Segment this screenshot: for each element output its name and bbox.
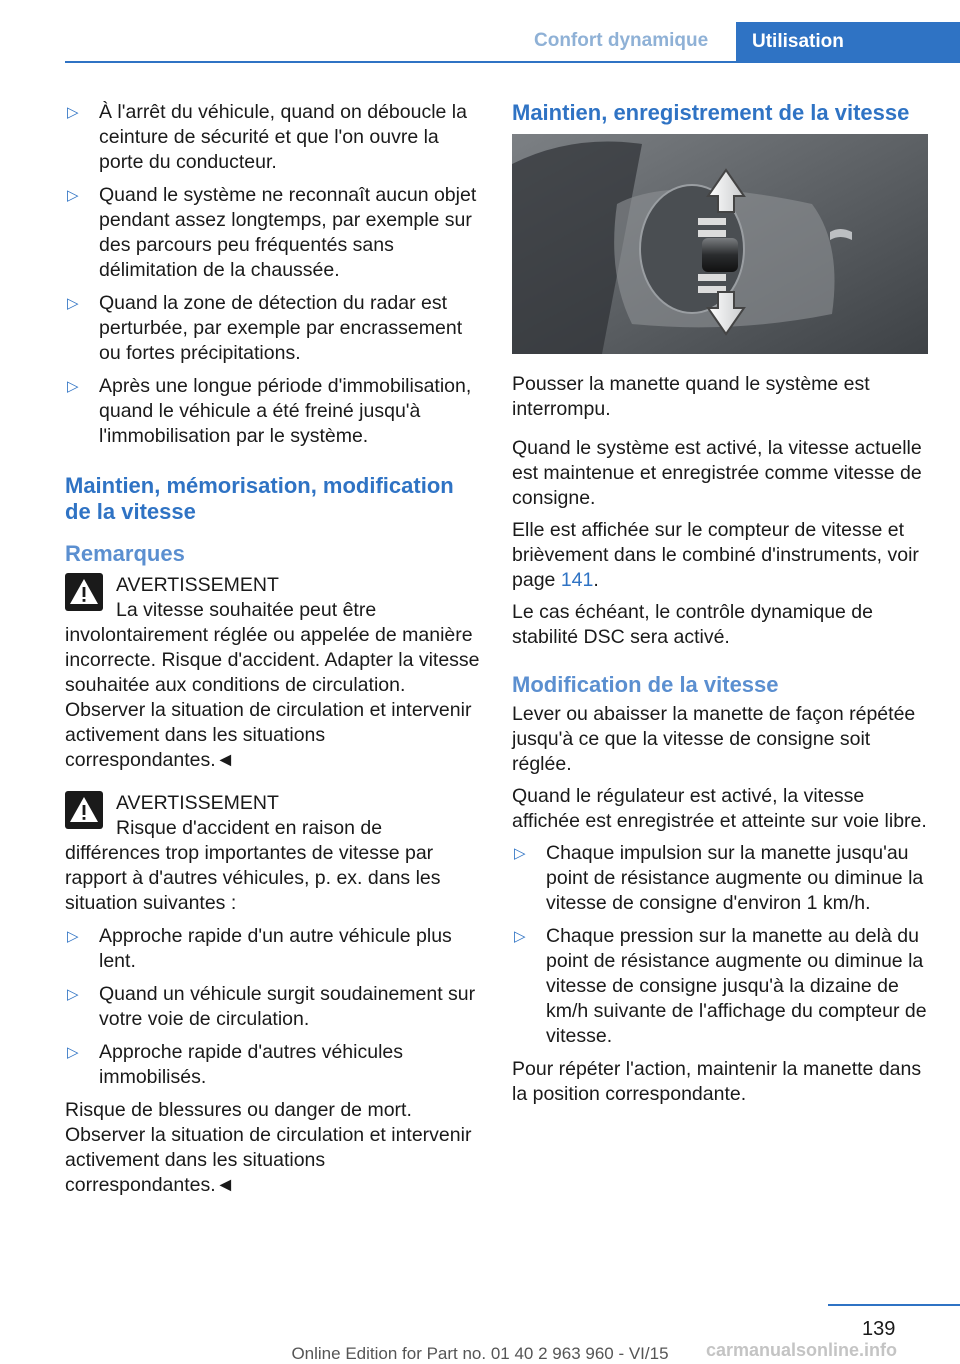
triangle-bullet-icon: ▷ (67, 986, 79, 1003)
right-column (512, 100, 928, 1114)
list-item: ▷ Approche rapide d'un autre véhicule plus lent. (67, 925, 452, 972)
subsection-title: Modification de la vitesse (512, 672, 779, 697)
list-item: ▷ Quand la zone de détection du radar est perturbée, par exemple par encrassement ou fortes précipitations. (67, 292, 463, 364)
section-title: Maintien, mémorisation, modification de la vitesse (65, 473, 454, 524)
subsection-title: Remarques (65, 541, 185, 566)
footer-rule (828, 1304, 960, 1306)
section-title: Maintien, enregistrement de la vitesse (512, 100, 910, 125)
triangle-bullet-icon: ▷ (67, 378, 79, 395)
triangle-bullet-icon: ▷ (67, 104, 79, 121)
triangle-bullet-icon: ▷ (67, 295, 79, 312)
warning-triangle-icon (65, 573, 103, 611)
list-item: ▷ Chaque impulsion sur la manette jusqu'au point de résistance augmente ou diminue la vitesse de consigne d'environ 1 km/h. (514, 842, 924, 914)
paragraph: Pour répéter l'action, maintenir la manette dans la position correspondante. (512, 1058, 922, 1105)
warning-text: Risque d'accident en raison de différences trop importantes de vitesse par rapport à d'autres véhicules, p. ex. dans les situation suivantes : (65, 817, 441, 914)
warning-triangle-icon (65, 791, 103, 829)
steering-wheel-lever-figure (512, 134, 928, 354)
list-item: ▷ Approche rapide d'autres véhicules immobilisés. (67, 1041, 403, 1088)
warning-text: La vitesse souhaitée peut être involontairement réglée ou appelée de manière incorrecte. Risque d'accident. Adapter la vitesse souhaitée aux conditions de circulation. Observer la situation de circulation et intervenir activement dans les situations correspondantes.◄ (65, 599, 480, 771)
triangle-bullet-icon: ▷ (514, 928, 526, 945)
page-number: 139 (862, 1318, 896, 1340)
situation-list (65, 924, 480, 1090)
triangle-bullet-icon: ▷ (67, 187, 79, 204)
paragraph: Lever ou abaisser la manette de façon répétée jusqu'à ce que la vitesse de consigne soit réglée. (512, 703, 916, 775)
paragraph: Elle est affichée sur le compteur de vitesse et brièvement dans le combiné d'instruments, voir page 141. (512, 519, 919, 591)
paragraph: Quand le régulateur est activé, la vitesse affichée est enregistrée et atteinte sur voie libre. (512, 785, 927, 832)
paragraph: Pousser la manette quand le système est interrompu. (512, 373, 870, 420)
header-rule (65, 61, 960, 63)
paragraph: Le cas échéant, le contrôle dynamique de stabilité DSC sera activé. (512, 601, 873, 648)
page-reference-link[interactable]: 141 (560, 569, 594, 591)
speed-change-list (512, 841, 928, 1049)
warning-closing-text: Risque de blessures ou danger de mort. Observer la situation de circulation et intervenir activement dans les situations correspondantes.◄ (65, 1099, 472, 1196)
warning-title: AVERTISSEMENT (116, 792, 279, 814)
warning-block (65, 791, 480, 916)
page-header (0, 0, 960, 62)
list-item: ▷ Chaque pression sur la manette au delà du point de résistance augmente ou diminue la vitesse de consigne jusqu'à la dizaine de km/h suivante de l'affichage du compteur de vitesse. (514, 925, 927, 1047)
triangle-bullet-icon: ▷ (514, 845, 526, 862)
header-chapter-tab (736, 22, 960, 62)
list-item: ▷ Après une longue période d'immobilisation, quand le véhicule a été freiné jusqu'à l'immobilisation par le système. (67, 375, 472, 447)
triangle-bullet-icon: ▷ (67, 928, 79, 945)
warning-block (65, 573, 480, 773)
deactivation-list (65, 100, 480, 449)
header-section-title: Confort dynamique (534, 30, 709, 51)
footer-edition-text: Online Edition for Part no. 01 40 2 963 960 - VI/15 (291, 1344, 669, 1363)
left-column (65, 100, 480, 1205)
paragraph: Quand le système est activé, la vitesse actuelle est maintenue et enregistrée comme vitesse de consigne. (512, 437, 922, 509)
list-item: ▷ Quand un véhicule surgit soudainement sur votre voie de circulation. (67, 983, 476, 1030)
triangle-bullet-icon: ▷ (67, 1044, 79, 1061)
steering-wheel-illustration (512, 134, 928, 354)
list-item: ▷ À l'arrêt du véhicule, quand on déboucle la ceinture de sécurité et que l'on ouvre la porte du conducteur. (67, 101, 467, 173)
watermark-text: carmanualsonline.info (706, 1340, 898, 1360)
warning-title: AVERTISSEMENT (116, 574, 279, 596)
list-item: ▷ Quand le système ne reconnaît aucun objet pendant assez longtemps, par exemple sur des parcours peu fréquentés sans délimitation de la chaussée. (67, 184, 477, 281)
header-chapter-label: Utilisation (752, 31, 844, 52)
